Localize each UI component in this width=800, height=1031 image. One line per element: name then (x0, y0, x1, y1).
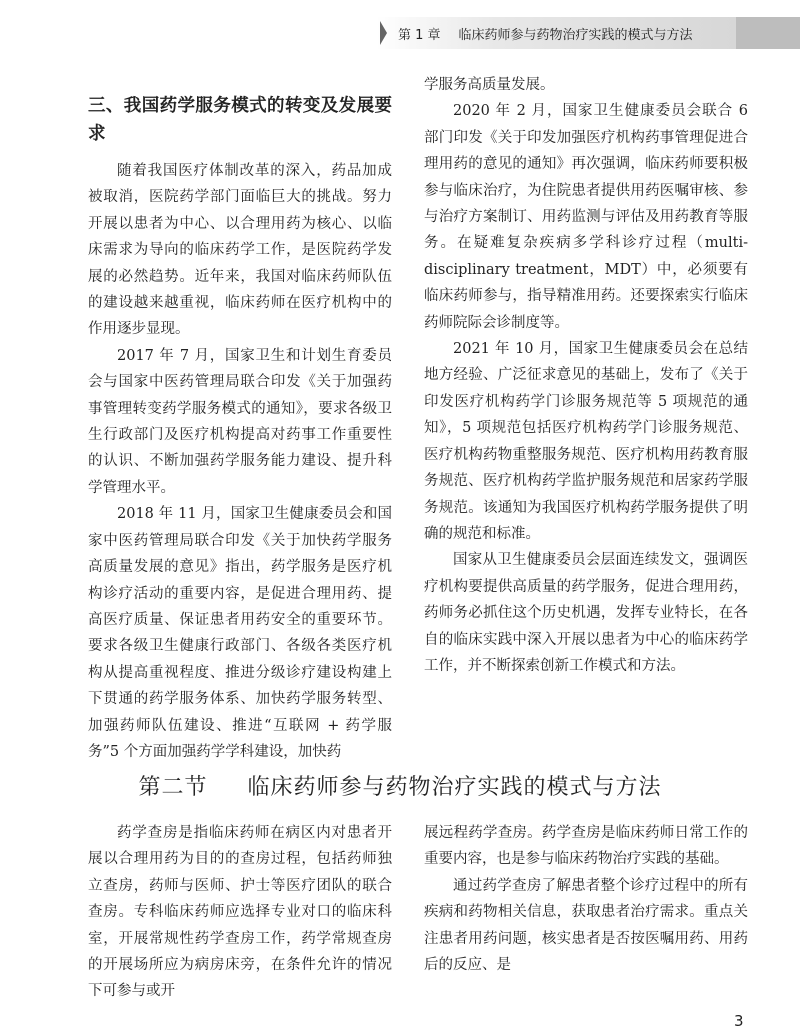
header-marker-icon (380, 21, 387, 45)
running-header (376, 17, 776, 49)
paragraph: 2021 年 10 月，国家卫生健康委员会在总结地方经验、广泛征求意见的基础上，发布了《关于印发医疗机构药学门诊服务规范等 5 项规范的通知》，5 项规范包括医疗机构药学门诊服务规范、医疗机构药物重整服务规范、医疗机构用药教育服务规范、医疗机构药学监护服务规范和居家药学服务规范。该通知为我国医疗机构药学服务提供了明确的规范和标准。 (424, 341, 748, 542)
right-column-top (424, 72, 748, 679)
paragraph: 国家从卫生健康委员会层面连续发文，强调医疗机构要提供高质量的药学服务，促进合理用药，药师务必抓住这个历史机遇，发挥专业特长，在各自的临床实践中深入开展以患者为中心的临床药学工作，并不断探索创新工作模式和方法。 (424, 552, 748, 674)
paragraph-continuation: 展远程药学查房。药学查房是临床药师日常工作的重要内容，也是参与临床药物治疗实践的基础。 (424, 825, 748, 868)
chapter-title: 临床药师参与药物治疗实践的模式与方法 (458, 28, 693, 43)
chapter-number: 第 1 章 (398, 28, 441, 43)
subsection-heading: 三、我国药学服务模式的转变及发展要求 (88, 96, 392, 144)
paragraph-continuation: 学服务高质量发展。 (424, 77, 555, 93)
section-title (0, 770, 800, 801)
right-column-bottom (424, 820, 748, 978)
paragraph: 通过药学查房了解患者整个诊疗过程中的所有疾病和药物相关信息，获取患者治疗需求。重点关注患者用药问题，核实患者是否按医嘱用药、用药后的反应、是 (424, 877, 748, 974)
paragraph: 2017 年 7 月，国家卫生和计划生育委员会与国家中医药管理局联合印发《关于加强药事管理转变药学服务模式的通知》，要求各级卫生行政部门及医疗机构提高对药事工作重要性的认识、不断加强药学服务能力建设、提升科学管理水平。 (88, 347, 392, 496)
running-header-text (398, 24, 693, 43)
page-number: 3 (734, 1012, 744, 1030)
paragraph: 随着我国医疗体制改革的深入，药品加成被取消，医院药学部门面临巨大的挑战。努力开展以患者为中心、以合理用药为核心、以临床需求为导向的临床药学工作，是医院药学发展的必然趋势。近年来，我国对临床药师队伍的建设越来越重视，临床药师在医疗机构中的作用逐步显现。 (88, 163, 392, 338)
section-title-text: 临床药师参与药物治疗实践的模式与方法 (247, 775, 662, 800)
left-column-top (88, 92, 392, 765)
paragraph: 2018 年 11 月，国家卫生健康委员会和国家中医药管理局联合印发《关于加快药学服务高质量发展的意见》指出，药学服务是医疗机构诊疗活动的重要内容，是促进合理用药、提高医疗质量、保证患者用药安全的重要环节。要求各级卫生健康行政部门、各级各类医疗机构从提高重视程度、推进分级诊疗建设构建上下贯通的药学服务体系、加快药学服务转型、加强药师队伍建设、推进“互联网 + 药学服务”5 个方面加强药学学科建设，加快药 (88, 506, 392, 760)
paragraph: 2020 年 2 月，国家卫生健康委员会联合 6 部门印发《关于印发加强医疗机构药事管理促进合理用药的意见的通知》再次强调，临床药师要积极参与临床治疗，为住院患者提供用药医嘱审核、参与治疗方案制订、用药监测与评估及用药教育等服务。在疑难复杂疾病多学科诊疗过程（multi-disciplinary treatment，MDT）中，必须要有临床药师参与，指导精准用药。还要探索实行临床药师院际会诊制度等。 (424, 103, 748, 331)
section-number: 第二节 (138, 775, 208, 800)
header-edge-tab (736, 17, 800, 49)
paragraph: 药学查房是指临床药师在病区内对患者开展以合理用药为目的的查房过程，包括药师独立查房，药师与医师、护士等医疗团队的联合查房。专科临床药师应选择专业对口的临床科室，开展常规性药学查房工作，药学常规查房的开展场所应为病房床旁，在条件允许的情况下可参与或开 (88, 825, 392, 1000)
left-column-bottom (88, 820, 392, 1005)
